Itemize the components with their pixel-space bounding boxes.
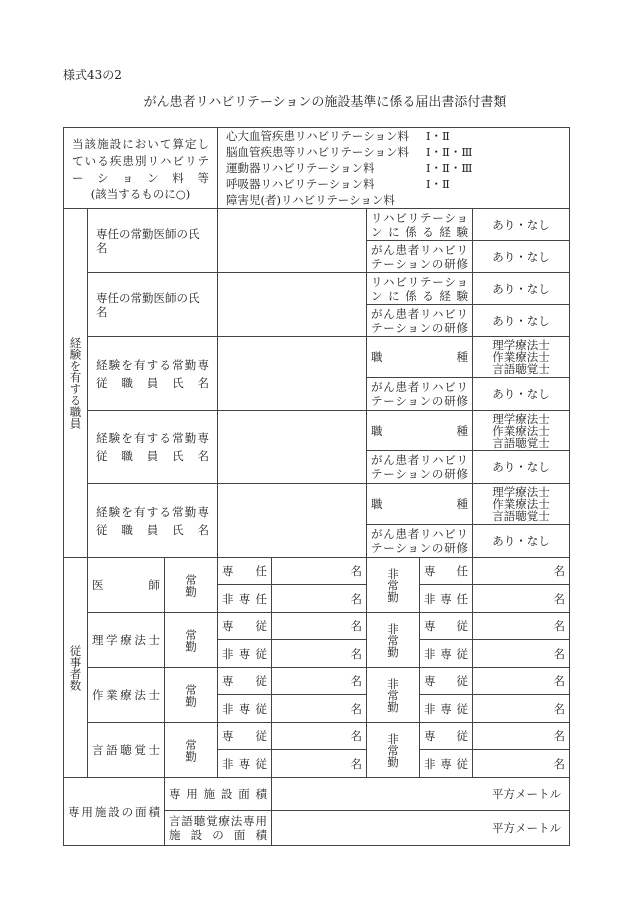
job-label: 職種 <box>367 484 473 525</box>
count-field[interactable]: 名 <box>272 668 367 695</box>
parttime-label: 非常勤 <box>367 613 420 668</box>
doctor-name-field[interactable] <box>218 209 367 273</box>
type-label: 非専従 <box>420 695 473 723</box>
rate-item: 障害児(者)リハビリテーション料 <box>226 193 395 207</box>
area-label: 専用施設の面積 <box>64 778 165 846</box>
count-field[interactable]: 名 <box>473 750 570 778</box>
dedicated-area-field[interactable]: 平方メートル <box>272 778 570 811</box>
type-label: 非専従 <box>218 695 272 723</box>
rates-list[interactable] <box>218 128 570 209</box>
form-number: 様式43の2 <box>63 68 122 82</box>
count-field[interactable]: 名 <box>473 640 570 668</box>
rates-label: 当該施設において算定している疾患別リハビリテーション料等 <box>72 136 209 185</box>
count-field[interactable]: 名 <box>272 750 367 778</box>
type-label: 専従 <box>218 613 272 640</box>
staff-name-label: 経験を有する常勤専従職員氏名 <box>88 484 218 558</box>
rate-item: 呼吸器リハビリテーション料 Ⅰ・Ⅱ <box>226 177 450 191</box>
role-label: 言語聴覚士 <box>88 723 165 778</box>
staff-name-label: 経験を有する常勤専従職員氏名 <box>88 411 218 484</box>
count-field[interactable]: 名 <box>473 585 570 613</box>
rate-item: 運動器リハビリテーション料 Ⅰ・Ⅱ・Ⅲ <box>226 161 473 175</box>
training-choice[interactable]: あり・なし <box>473 241 570 273</box>
form-table <box>63 127 570 846</box>
type-label: 非専従 <box>218 750 272 778</box>
job-choice[interactable]: 理学療法士 作業療法士 言語聴覚士 <box>473 484 570 525</box>
count-field[interactable]: 名 <box>473 668 570 695</box>
count-field[interactable]: 名 <box>473 695 570 723</box>
training-label: がん患者リハビリテーションの研修 <box>367 305 473 337</box>
speech-area-field[interactable]: 平方メートル <box>272 811 570 846</box>
dedicated-area-label: 専用施設面積 <box>165 778 272 811</box>
rehab-exp-choice[interactable]: あり・なし <box>473 273 570 305</box>
job-choice[interactable]: 理学療法士 作業療法士 言語聴覚士 <box>473 411 570 451</box>
counts-section-label: 従事者数 <box>64 558 88 778</box>
count-field[interactable]: 名 <box>473 613 570 640</box>
training-label: がん患者リハビリテーションの研修 <box>367 378 473 411</box>
staff-name-label: 経験を有する常勤専従職員氏名 <box>88 337 218 411</box>
job-label: 職種 <box>367 337 473 378</box>
training-label: がん患者リハビリテーションの研修 <box>367 451 473 484</box>
rate-item: 脳血管疾患等リハビリテーション料 Ⅰ・Ⅱ・Ⅲ <box>226 145 473 159</box>
training-choice[interactable]: あり・なし <box>473 305 570 337</box>
type-label: 専従 <box>218 723 272 750</box>
doctor-name-label: 専任の常勤医師の氏名 <box>88 273 218 337</box>
page-title: がん患者リハビリテーションの施設基準に係る届出書添付書類 <box>143 95 507 110</box>
training-choice[interactable]: あり・なし <box>473 451 570 484</box>
type-label: 専従 <box>420 613 473 640</box>
fulltime-label: 常勤 <box>165 723 218 778</box>
type-label: 専任 <box>218 558 272 585</box>
training-label: がん患者リハビリテーションの研修 <box>367 525 473 558</box>
fulltime-label: 常勤 <box>165 558 218 613</box>
type-label: 専従 <box>218 668 272 695</box>
rates-label-note: (該当するものに○) <box>90 186 191 201</box>
count-field[interactable]: 名 <box>272 585 367 613</box>
rates-label-cell <box>64 128 218 209</box>
parttime-label: 非常勤 <box>367 558 420 613</box>
rehab-exp-choice[interactable]: あり・なし <box>473 209 570 241</box>
count-field[interactable]: 名 <box>272 695 367 723</box>
role-label: 理学療法士 <box>88 613 165 668</box>
staff-section-label: 経験を有する職員 <box>64 209 88 558</box>
speech-area-label: 言語聴覚療法専用 施設の面積 <box>165 811 272 846</box>
parttime-label: 非常勤 <box>367 723 420 778</box>
training-label: がん患者リハビリテーションの研修 <box>367 241 473 273</box>
count-field[interactable]: 名 <box>272 558 367 585</box>
training-choice[interactable]: あり・なし <box>473 525 570 558</box>
fulltime-label: 常勤 <box>165 668 218 723</box>
count-field[interactable]: 名 <box>272 723 367 750</box>
doctor-name-label: 専任の常勤医師の氏名 <box>88 209 218 273</box>
rate-item: 心大血管疾患リハビリテーション料 Ⅰ・Ⅱ <box>226 129 450 143</box>
staff-name-field[interactable] <box>218 484 367 558</box>
rehab-exp-label: リハビリテーションに係る経験 <box>367 273 473 305</box>
type-label: 非専従 <box>218 640 272 668</box>
parttime-label: 非常勤 <box>367 668 420 723</box>
job-label: 職種 <box>367 411 473 451</box>
fulltime-label: 常勤 <box>165 613 218 668</box>
count-field[interactable]: 名 <box>272 613 367 640</box>
doctor-name-field[interactable] <box>218 273 367 337</box>
job-choice[interactable]: 理学療法士 作業療法士 言語聴覚士 <box>473 337 570 378</box>
type-label: 非専従 <box>420 640 473 668</box>
type-label: 非専従 <box>420 750 473 778</box>
type-label: 専従 <box>420 668 473 695</box>
role-label: 作業療法士 <box>88 668 165 723</box>
type-label: 専任 <box>420 558 473 585</box>
type-label: 非専任 <box>420 585 473 613</box>
staff-name-field[interactable] <box>218 411 367 484</box>
staff-name-field[interactable] <box>218 337 367 411</box>
training-choice[interactable]: あり・なし <box>473 378 570 411</box>
role-label: 医師 <box>88 558 165 613</box>
rehab-exp-label: リハビリテーションに係る経験 <box>367 209 473 241</box>
count-field[interactable]: 名 <box>473 558 570 585</box>
type-label: 専従 <box>420 723 473 750</box>
count-field[interactable]: 名 <box>473 723 570 750</box>
type-label: 非専任 <box>218 585 272 613</box>
count-field[interactable]: 名 <box>272 640 367 668</box>
